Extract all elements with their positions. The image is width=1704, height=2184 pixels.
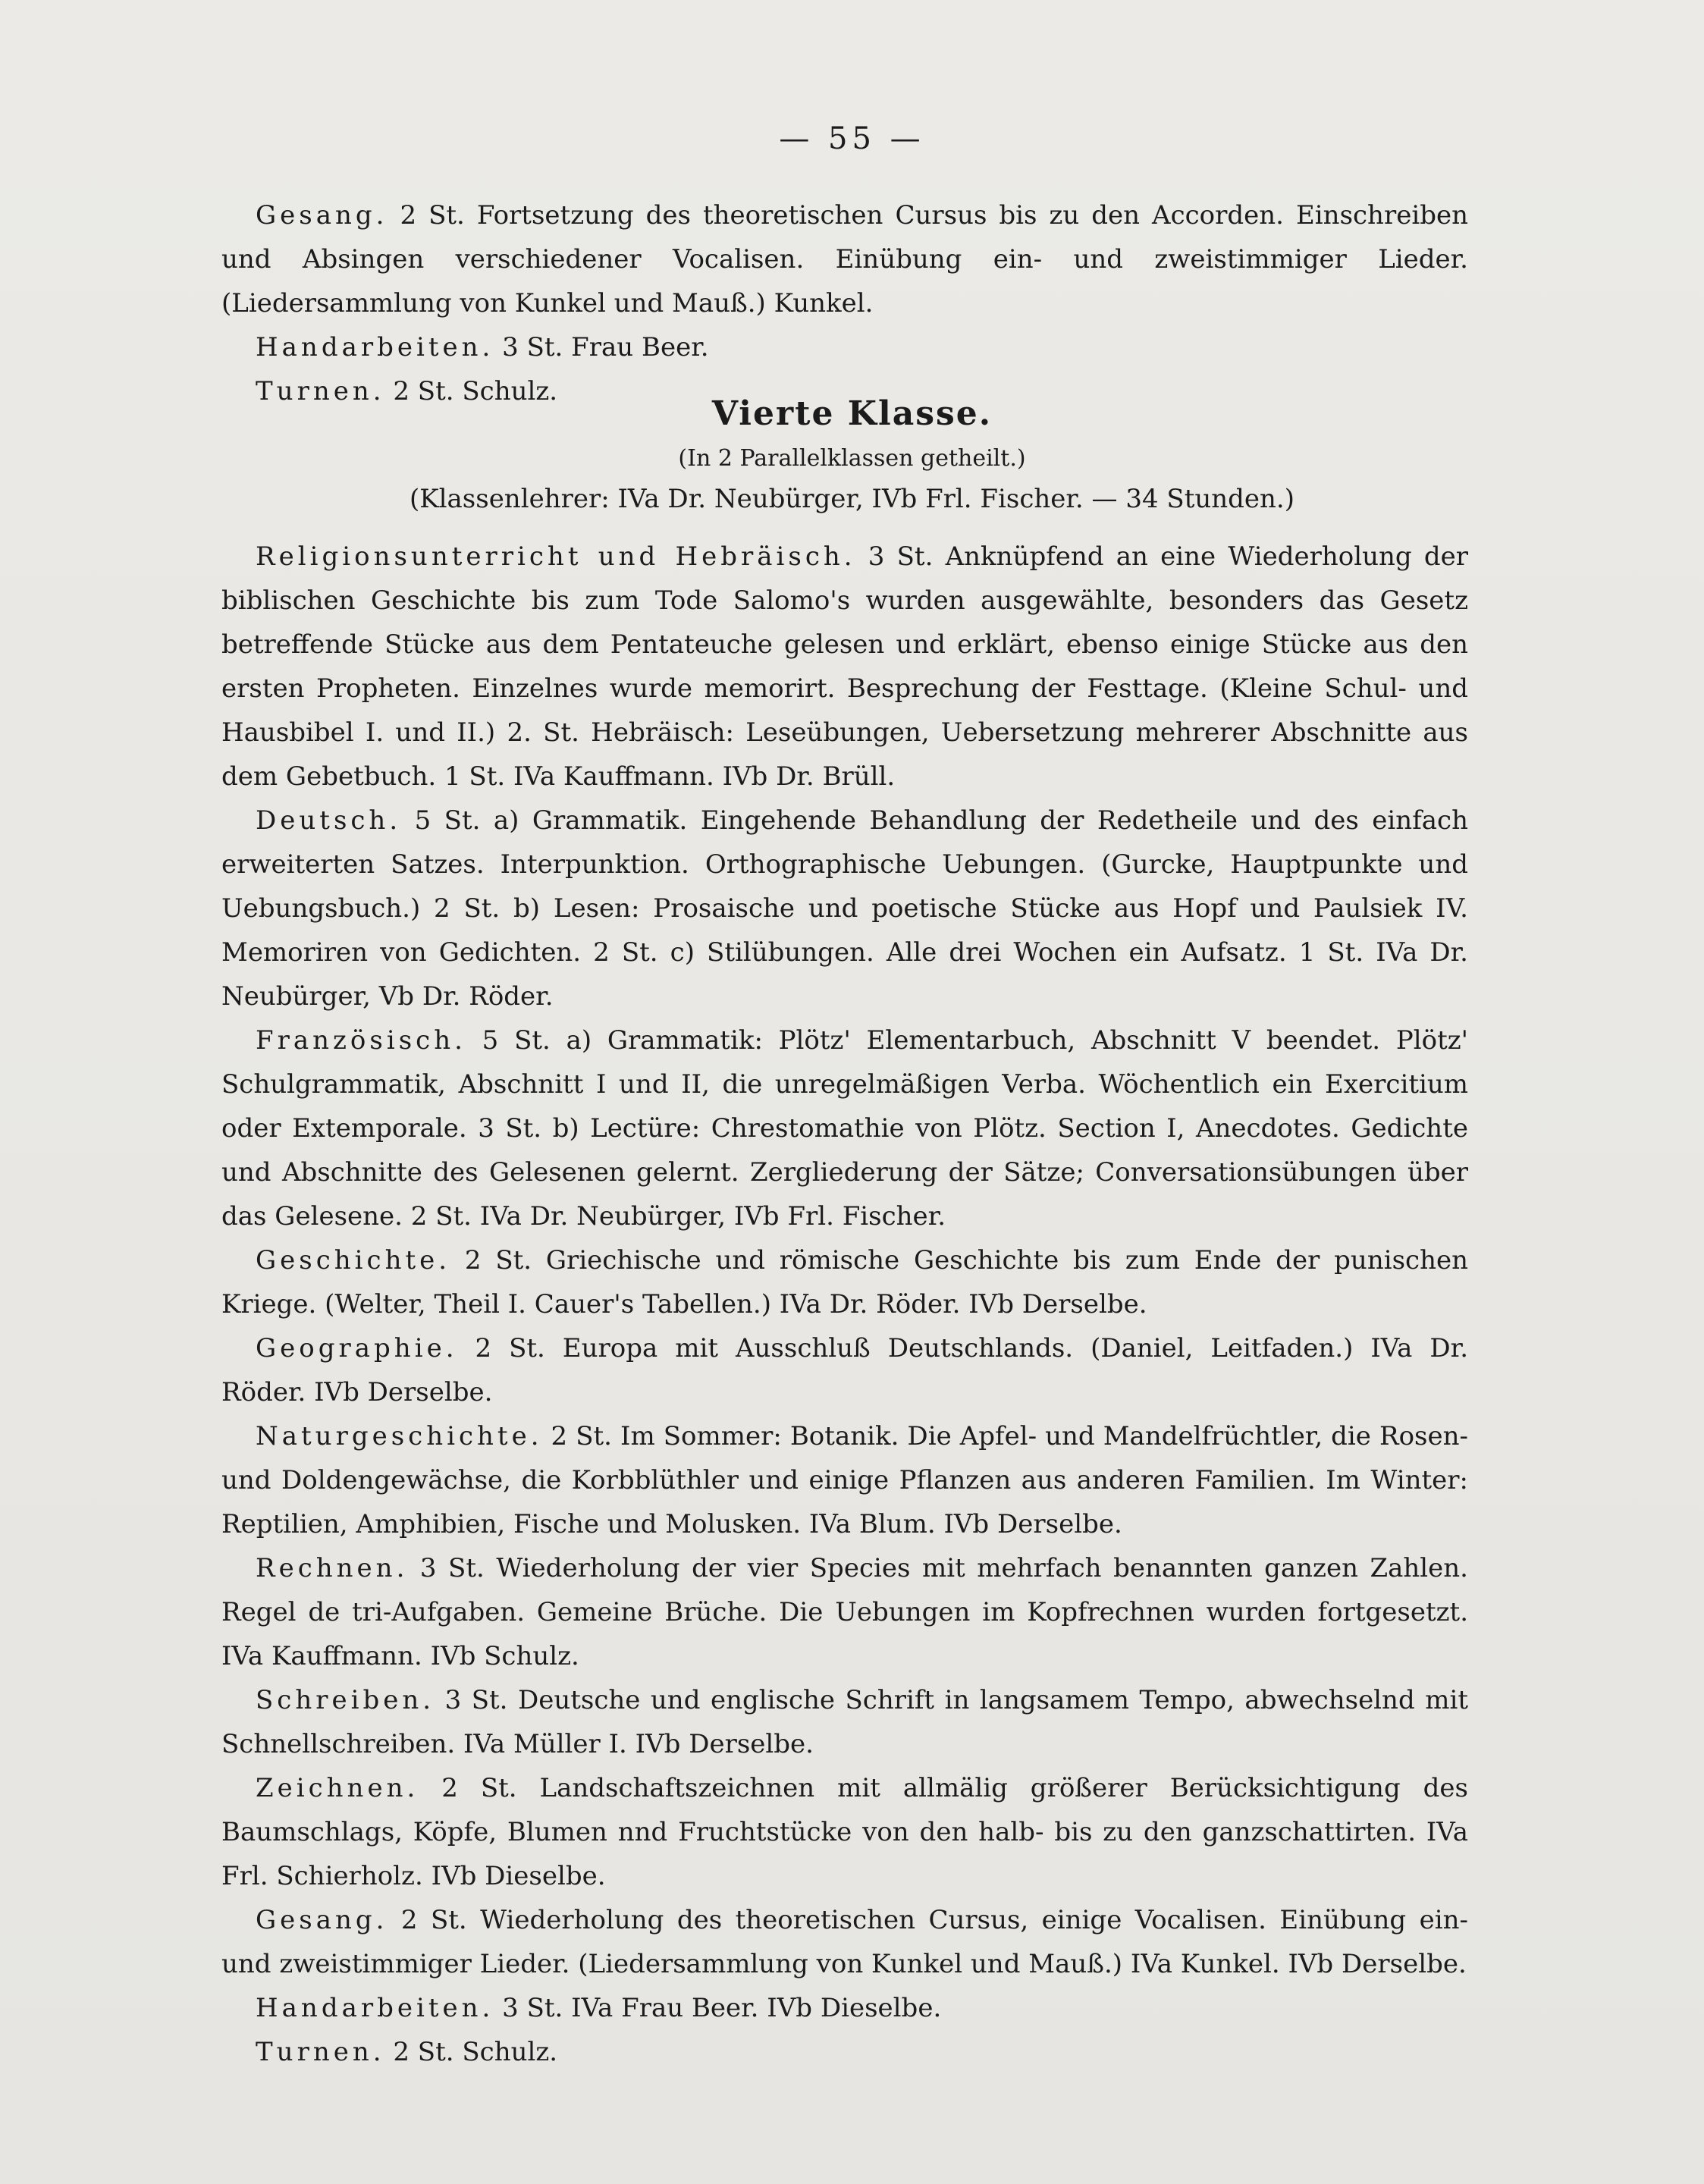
paragraph-text: 3 St. Deutsche und englische Schrift in langsamem Tempo, abwechselnd mit Schnellschreiben. IVa Müller I. IVb Derselbe. — [221, 1685, 1468, 1759]
paragraph-turnen — [221, 2030, 1468, 2074]
paragraph-label: Gesang. — [256, 1905, 388, 1935]
paragraph-text: 2 St. Im Sommer: Botanik. Die Apfel- und Mandelfrüchtler, die Rosen- und Doldengewächse, die Korbblüthler und einige Pflanzen aus anderen Familien. Im Winter: Reptilien, Amphibien, Fische und Molusken. IVa Blum. IVb Derselbe. — [221, 1421, 1468, 1539]
paragraph-text: 2 St. Schulz. — [384, 2037, 558, 2067]
paragraph-deutsch — [221, 799, 1468, 1018]
paragraph-label: Geographie. — [256, 1333, 458, 1363]
paragraph-naturgeschichte — [221, 1414, 1468, 1546]
paragraph-text: 2 St. Schulz. — [384, 376, 558, 406]
paragraph-label: Naturgeschichte. — [256, 1421, 543, 1451]
paragraph-label: Schreiben. — [256, 1685, 435, 1715]
paragraph-label: Deutsch. — [256, 805, 402, 836]
main-section — [221, 535, 1468, 2074]
paragraph-label: Religionsunterricht und Hebräisch. — [256, 541, 856, 572]
paragraph-label: Gesang. — [256, 200, 388, 231]
paragraph-label: Handarbeiten. — [256, 332, 494, 362]
paragraph-rechnen — [221, 1546, 1468, 1678]
paragraph-religion — [221, 535, 1468, 799]
top-section — [221, 193, 1468, 413]
klassenlehrer-line: (Klassenlehrer: IVa Dr. Neubürger, IVb Frl. Fischer. — 34 Stunden.) — [409, 484, 1295, 514]
paragraph-text: 2 St. Fortsetzung des theoretischen Cursus bis zu den Accorden. Einschreiben und Absingen verschiedener Vocalisen. Einübung ein- und zweistimmiger Lieder. (Liedersammlung von Kunkel und Mauß.) Kunkel. — [221, 200, 1468, 318]
page-number: — 55 — — [779, 121, 925, 156]
paragraph-text: 3 St. Wiederholung der vier Species mit mehrfach benannten ganzen Zahlen. Regel de tri-Aufgaben. Gemeine Brüche. Die Uebungen im Kopfrechnen wurden fortgesetzt. IVa Kauffmann. IVb Schulz. — [221, 1553, 1468, 1671]
paragraph-handarbeiten — [221, 1986, 1468, 2030]
paragraph-geographie — [221, 1326, 1468, 1414]
paragraph-text: 3 St. Frau Beer. — [494, 332, 709, 362]
paragraph-text: 5 St. a) Grammatik: Plötz' Elementarbuch, Abschnitt V beendet. Plötz' Schulgrammatik, Abschnitt I und II, die unregelmäßigen Verba. Wöchentlich ein Exercitium oder Extemporale. 3 St. b) Lectüre: Chrestomathie von Plötz. Section I, Anecdotes. Gedichte und Abschnitte des Gelesenen gelernt. Zergliederung der Sätze; Conversationsübungen über das Gelesene. 2 St. IVa Dr. Neubürger, IVb Frl. Fischer. — [221, 1025, 1468, 1232]
paragraph-label: Turnen. — [256, 376, 385, 406]
section-heading: Vierte Klasse. — [711, 394, 993, 433]
paragraph-gesang — [221, 1898, 1468, 1986]
paragraph-gesang-top — [221, 193, 1468, 325]
paragraph-label: Französisch. — [256, 1025, 466, 1056]
paragraph-text: 5 St. a) Grammatik. Eingehende Behandlung der Redetheile und des einfach erweiterten Satzes. Interpunktion. Orthographische Uebungen. (Gurcke, Hauptpunkte und Uebungsbuch.) 2 St. b) Lesen: Prosaische und poetische Stücke aus Hopf und Paulsiek IV. Memoriren von Gedichten. 2 St. c) Stilübungen. Alle drei Wochen ein Aufsatz. 1 St. IVa Dr. Neubürger, Vb Dr. Röder. — [221, 805, 1468, 1012]
paragraph-schreiben — [221, 1678, 1468, 1766]
paragraph-text: 3 St. IVa Frau Beer. IVb Dieselbe. — [494, 1993, 942, 2023]
paragraph-franzoesisch — [221, 1018, 1468, 1238]
paragraph-geschichte — [221, 1238, 1468, 1326]
paragraph-label: Handarbeiten. — [256, 1993, 494, 2023]
paragraph-label: Zeichnen. — [256, 1773, 419, 1803]
paragraph-text: 2 St. Wiederholung des theoretischen Cursus, einige Vocalisen. Einübung ein- und zweistimmiger Lieder. (Liedersammlung von Kunkel und Mauß.) IVa Kunkel. IVb Derselbe. — [221, 1905, 1468, 1979]
paragraph-zeichnen — [221, 1766, 1468, 1898]
paragraph-text: 2 St. Europa mit Ausschluß Deutschlands. (Daniel, Leitfaden.) IVa Dr. Röder. IVb Derselbe. — [221, 1333, 1468, 1407]
paragraph-text: 2 St. Landschaftszeichnen mit allmälig größerer Berücksichtigung des Baumschlags, Köpfe, Blumen nnd Fruchtstücke von den halb- bis zu den ganzschattirten. IVa Frl. Schierholz. IVb Dieselbe. — [221, 1773, 1468, 1891]
paragraph-label: Rechnen. — [256, 1553, 409, 1583]
paragraph-label: Turnen. — [256, 2037, 385, 2067]
paragraph-text: 2 St. Griechische und römische Geschichte bis zum Ende der punischen Kriege. (Welter, Theil I. Cauer's Tabellen.) IVa Dr. Röder. IVb Derselbe. — [221, 1245, 1468, 1320]
section-subheading: (In 2 Parallelklassen getheilt.) — [678, 445, 1026, 472]
paragraph-text: 3 St. Anknüpfend an eine Wiederholung der biblischen Geschichte bis zum Tode Salomo's wurden ausgewählte, besonders das Gesetz betreffende Stücke aus dem Pentateuche gelesen und erklärt, ebenso einige Stücke aus den ersten Propheten. Einzelnes wurde memorirt. Besprechung der Festtage. (Kleine Schul- und Hausbibel I. und II.) 2. St. Hebräisch: Leseübungen, Uebersetzung mehrerer Abschnitte aus dem Gebetbuch. 1 St. IVa Kauffmann. IVb Dr. Brüll. — [221, 541, 1468, 792]
paragraph-handarbeiten-top — [221, 325, 1468, 369]
paragraph-label: Geschichte. — [256, 1245, 451, 1276]
